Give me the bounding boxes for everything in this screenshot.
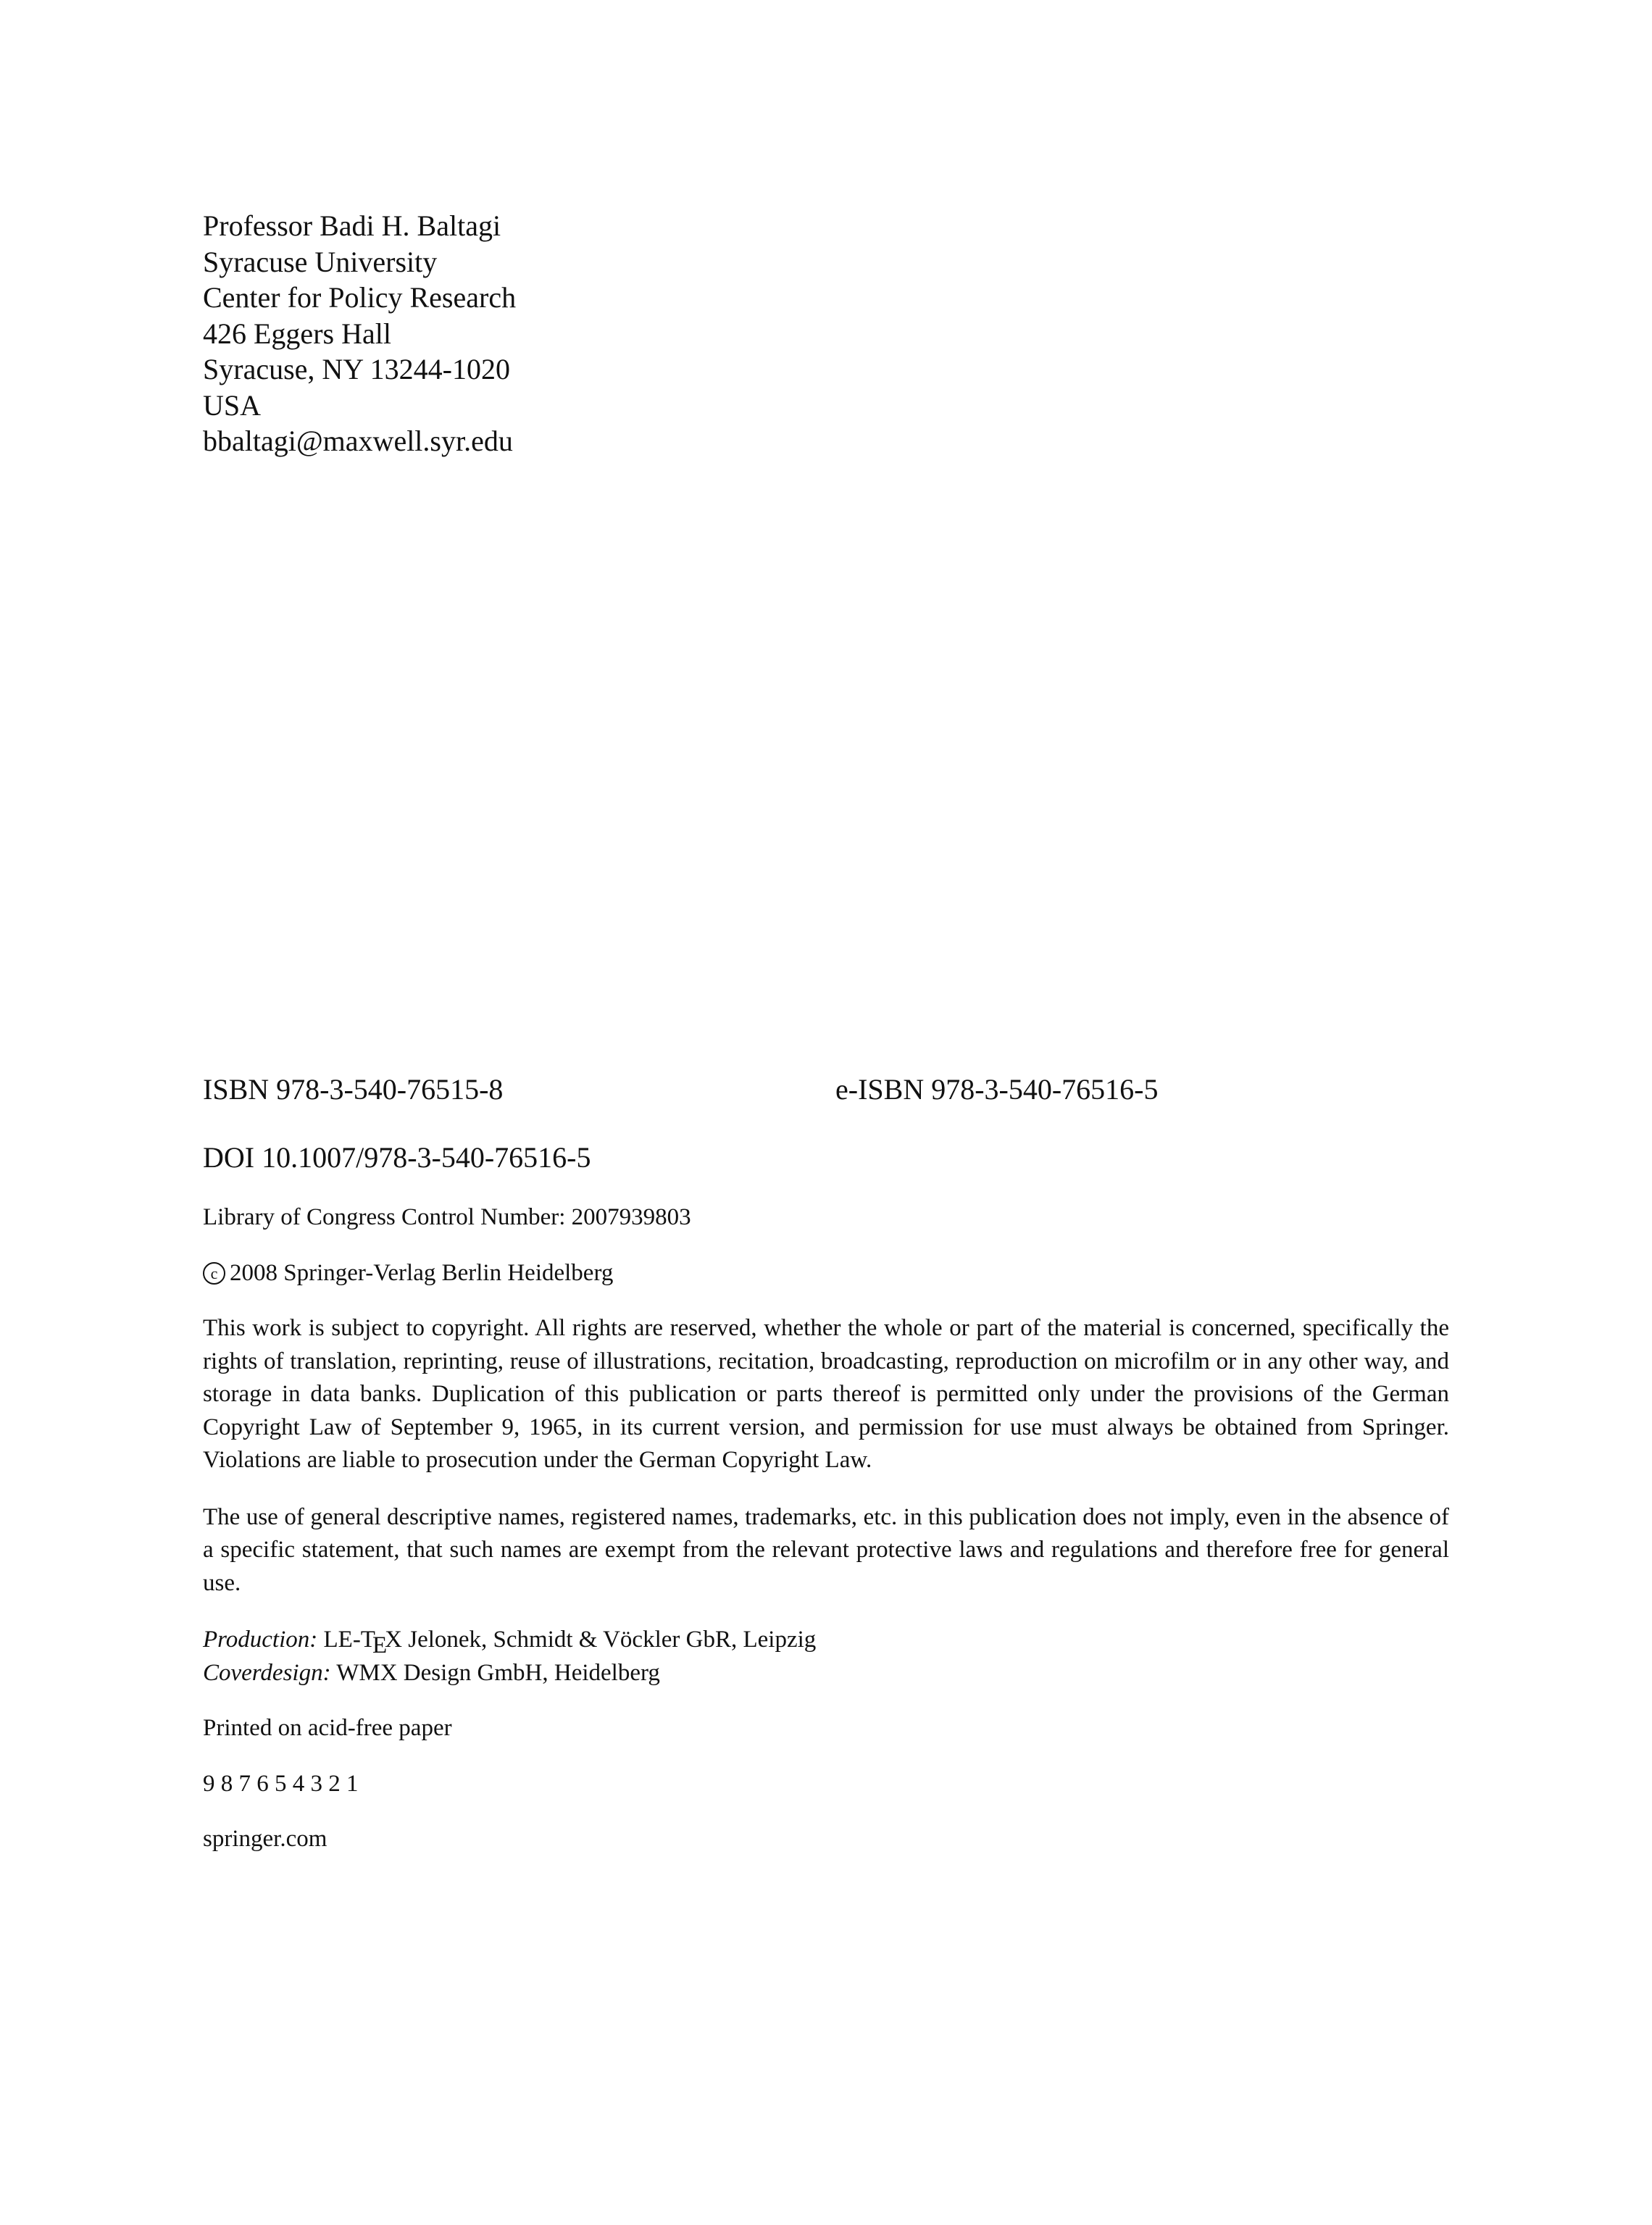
eisbn: e-ISBN 978-3-540-76516-5 xyxy=(835,1073,1159,1106)
rights-paragraph: This work is subject to copyright. All rights are reserved, whether the whole or part of the material is concerned, specifically the rights of translation, reprinting, reuse of illustrations, recitation, broadcasting, reproduction on microfilm or in any other way, and storage in data banks. Duplication of this publication or parts thereof is permitted only under the provisions of the German Copyright Law of September 9, 1965, in its current version, and permission for use must always be obtained from Springer. Violations are liable to prosecution under the German Copyright Law. xyxy=(203,1315,1449,1473)
isbn: ISBN 978-3-540-76515-8 xyxy=(203,1073,504,1106)
doi: DOI 10.1007/978-3-540-76516-5 xyxy=(203,1141,591,1174)
copyright-line xyxy=(203,1257,1449,1290)
production-label: Production: xyxy=(203,1627,318,1653)
names-paragraph: The use of general descriptive names, registered names, trademarks, etc. in this publication does not imply, even in the absence of a specific statement, that such names are exempt from the relevant protective laws and regulations and therefore free for general use. xyxy=(203,1503,1449,1596)
identifiers xyxy=(203,1072,1449,1174)
production-rest: X Jelonek, Schmidt & Vöckler GbR, Leipzig xyxy=(385,1627,817,1653)
production-prefix: LE-T xyxy=(323,1627,375,1653)
coverdesign-line xyxy=(203,1657,1449,1690)
production-line xyxy=(203,1624,1449,1657)
author-address xyxy=(203,208,516,459)
author-university: Syracuse University xyxy=(203,245,438,278)
loc-number: Library of Congress Control Number: 2007939803 xyxy=(203,1204,691,1230)
author-street: 426 Eggers Hall xyxy=(203,317,391,350)
copyright-icon: c xyxy=(203,1262,225,1285)
legal-block xyxy=(203,1201,1449,1856)
isbn-row xyxy=(203,1072,1449,1110)
author-name: Professor Badi H. Baltagi xyxy=(203,209,501,242)
coverdesign-label: Coverdesign: xyxy=(203,1659,331,1686)
copyright-text: 2008 Springer-Verlag Berlin Heidelberg xyxy=(230,1259,614,1286)
printed-note: Printed on acid-free paper xyxy=(203,1715,452,1741)
website: springer.com xyxy=(203,1826,328,1852)
author-center: Center for Policy Research xyxy=(203,281,517,314)
author-email: bbaltagi@maxwell.syr.edu xyxy=(203,425,513,457)
coverdesign-value: WMX Design GmbH, Heidelberg xyxy=(336,1659,660,1686)
credits xyxy=(203,1624,1449,1690)
author-city: Syracuse, NY 13244-1020 xyxy=(203,353,511,385)
production-tex-e: E xyxy=(372,1632,388,1658)
print-line: 9 8 7 6 5 4 3 2 1 xyxy=(203,1770,359,1797)
author-country: USA xyxy=(203,388,262,422)
